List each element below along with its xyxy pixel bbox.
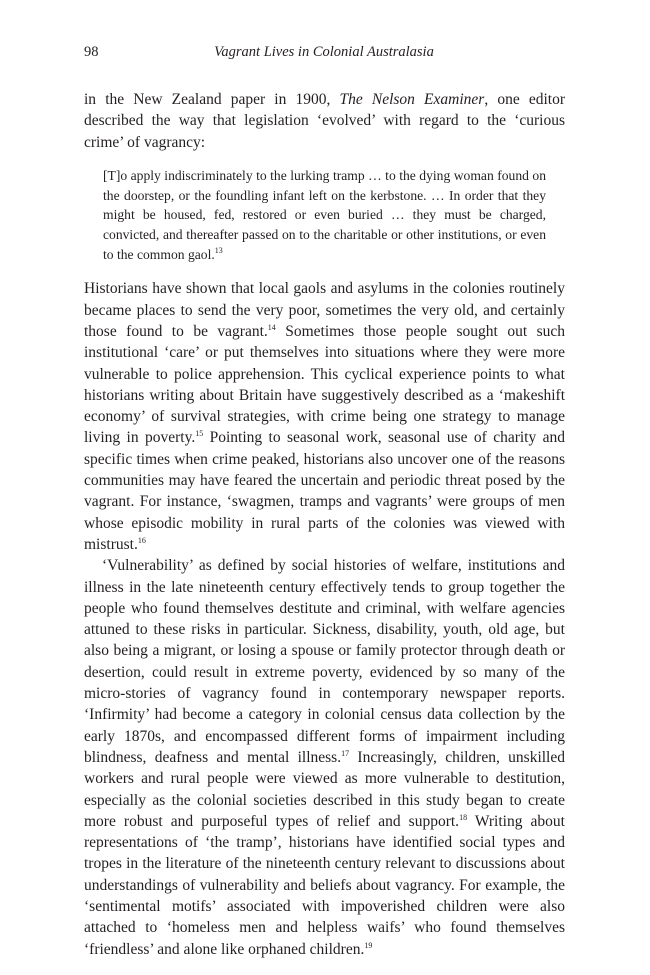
footnote-ref: 14 xyxy=(267,323,276,332)
footnote-ref: 16 xyxy=(137,535,146,545)
footnote-ref: 17 xyxy=(341,748,350,758)
newspaper-title: The Nelson Examiner xyxy=(339,91,485,108)
block-quote xyxy=(103,166,546,265)
footnote-ref: 13 xyxy=(214,245,223,255)
footnote-ref: 18 xyxy=(459,812,468,822)
body-text xyxy=(84,89,565,960)
intro-paragraph: in the New Zealand paper in 1900, The Nelson Examiner, one editor described the way that legislation ‘evolved’ with regard to the ‘curious crime’ of vagrancy: xyxy=(84,91,565,151)
page-header xyxy=(84,44,564,66)
quote-text: [T]o apply indiscriminately to the lurking tramp … to the dying woman found on the doorstep, or the foundling infant left on the kerbstone. … In order that they might be housed, fed, restored or even buried … they must be charged, convicted, and thereafter passed on to the charitable or other institutions, or even to the common gaol. xyxy=(103,167,546,262)
paragraph-historians: Historians have shown that local gaols and asylums in the colonies routinely became places to send the very poor, sometimes the very old, and certainly those found to be vagrant.$^{14}$ Sometimes those people sought out such institutional ‘care’ or put themselves into situations where they were more vulnerable to police apprehension. This cyclical experience points to what historians writing about Britain have suggestively described as a ‘makeshift economy’ of survival strategies, with crime being one strategy to manage living in poverty.$^{15}$ Pointing to seasonal work, seasonal use of charity and specific times when crime peaked, historians also uncover one of the reasons communities may have feared the uncertain and periodic threat posed by the vagrant. For instance, ‘swagmen, tramps and vagrants’ were groups of men whose episodic mobility in rural parts of the colonies was viewed with mistrust.$^{16}$ xyxy=(84,280,565,553)
footnote-ref: 19 xyxy=(364,940,373,950)
paragraph-vulnerability: ‘Vulnerability’ as defined by social histories of welfare, institutions and illness in the late nineteenth century effectively tends to group together the people who found themselves destitute and criminal, with welfare agencies attuned to these risks in particular. Sickness, disability, youth, old age, but also being a migrant, or losing a spouse or family protector through death or desertion, could result in extreme poverty, evidenced by so many of the micro-stories of vagrancy found in contemporary newspaper reports. ‘Infirmity’ had become a category in colonial census data collection by the early 1870s, and encompassed different forms of impairment including blindness, deafness and mental illness.$^{17}$ Increasingly, children, unskilled workers and rural people were viewed as more vulnerable to destitution, especially as the colonial societies described in this study began to create more robust and purposeful types of relief and support.$^{18}$ Writing about representations of ‘the tramp’, historians have identified social types and tropes in the literature of the nineteenth century relevant to discussions about understandings of vulnerability and beliefs about vagrancy. For example, the ‘sentimental motifs’ associated with impoverished children were also attached to ‘homeless men and helpless waifs’ who found themselves ‘friendless’ and alone like orphaned children.$^{19}$ xyxy=(84,557,565,958)
footnote-ref: 15 xyxy=(195,429,204,439)
page-number: 98 xyxy=(84,44,99,60)
running-head: Vagrant Lives in Colonial Australasia xyxy=(214,44,434,60)
